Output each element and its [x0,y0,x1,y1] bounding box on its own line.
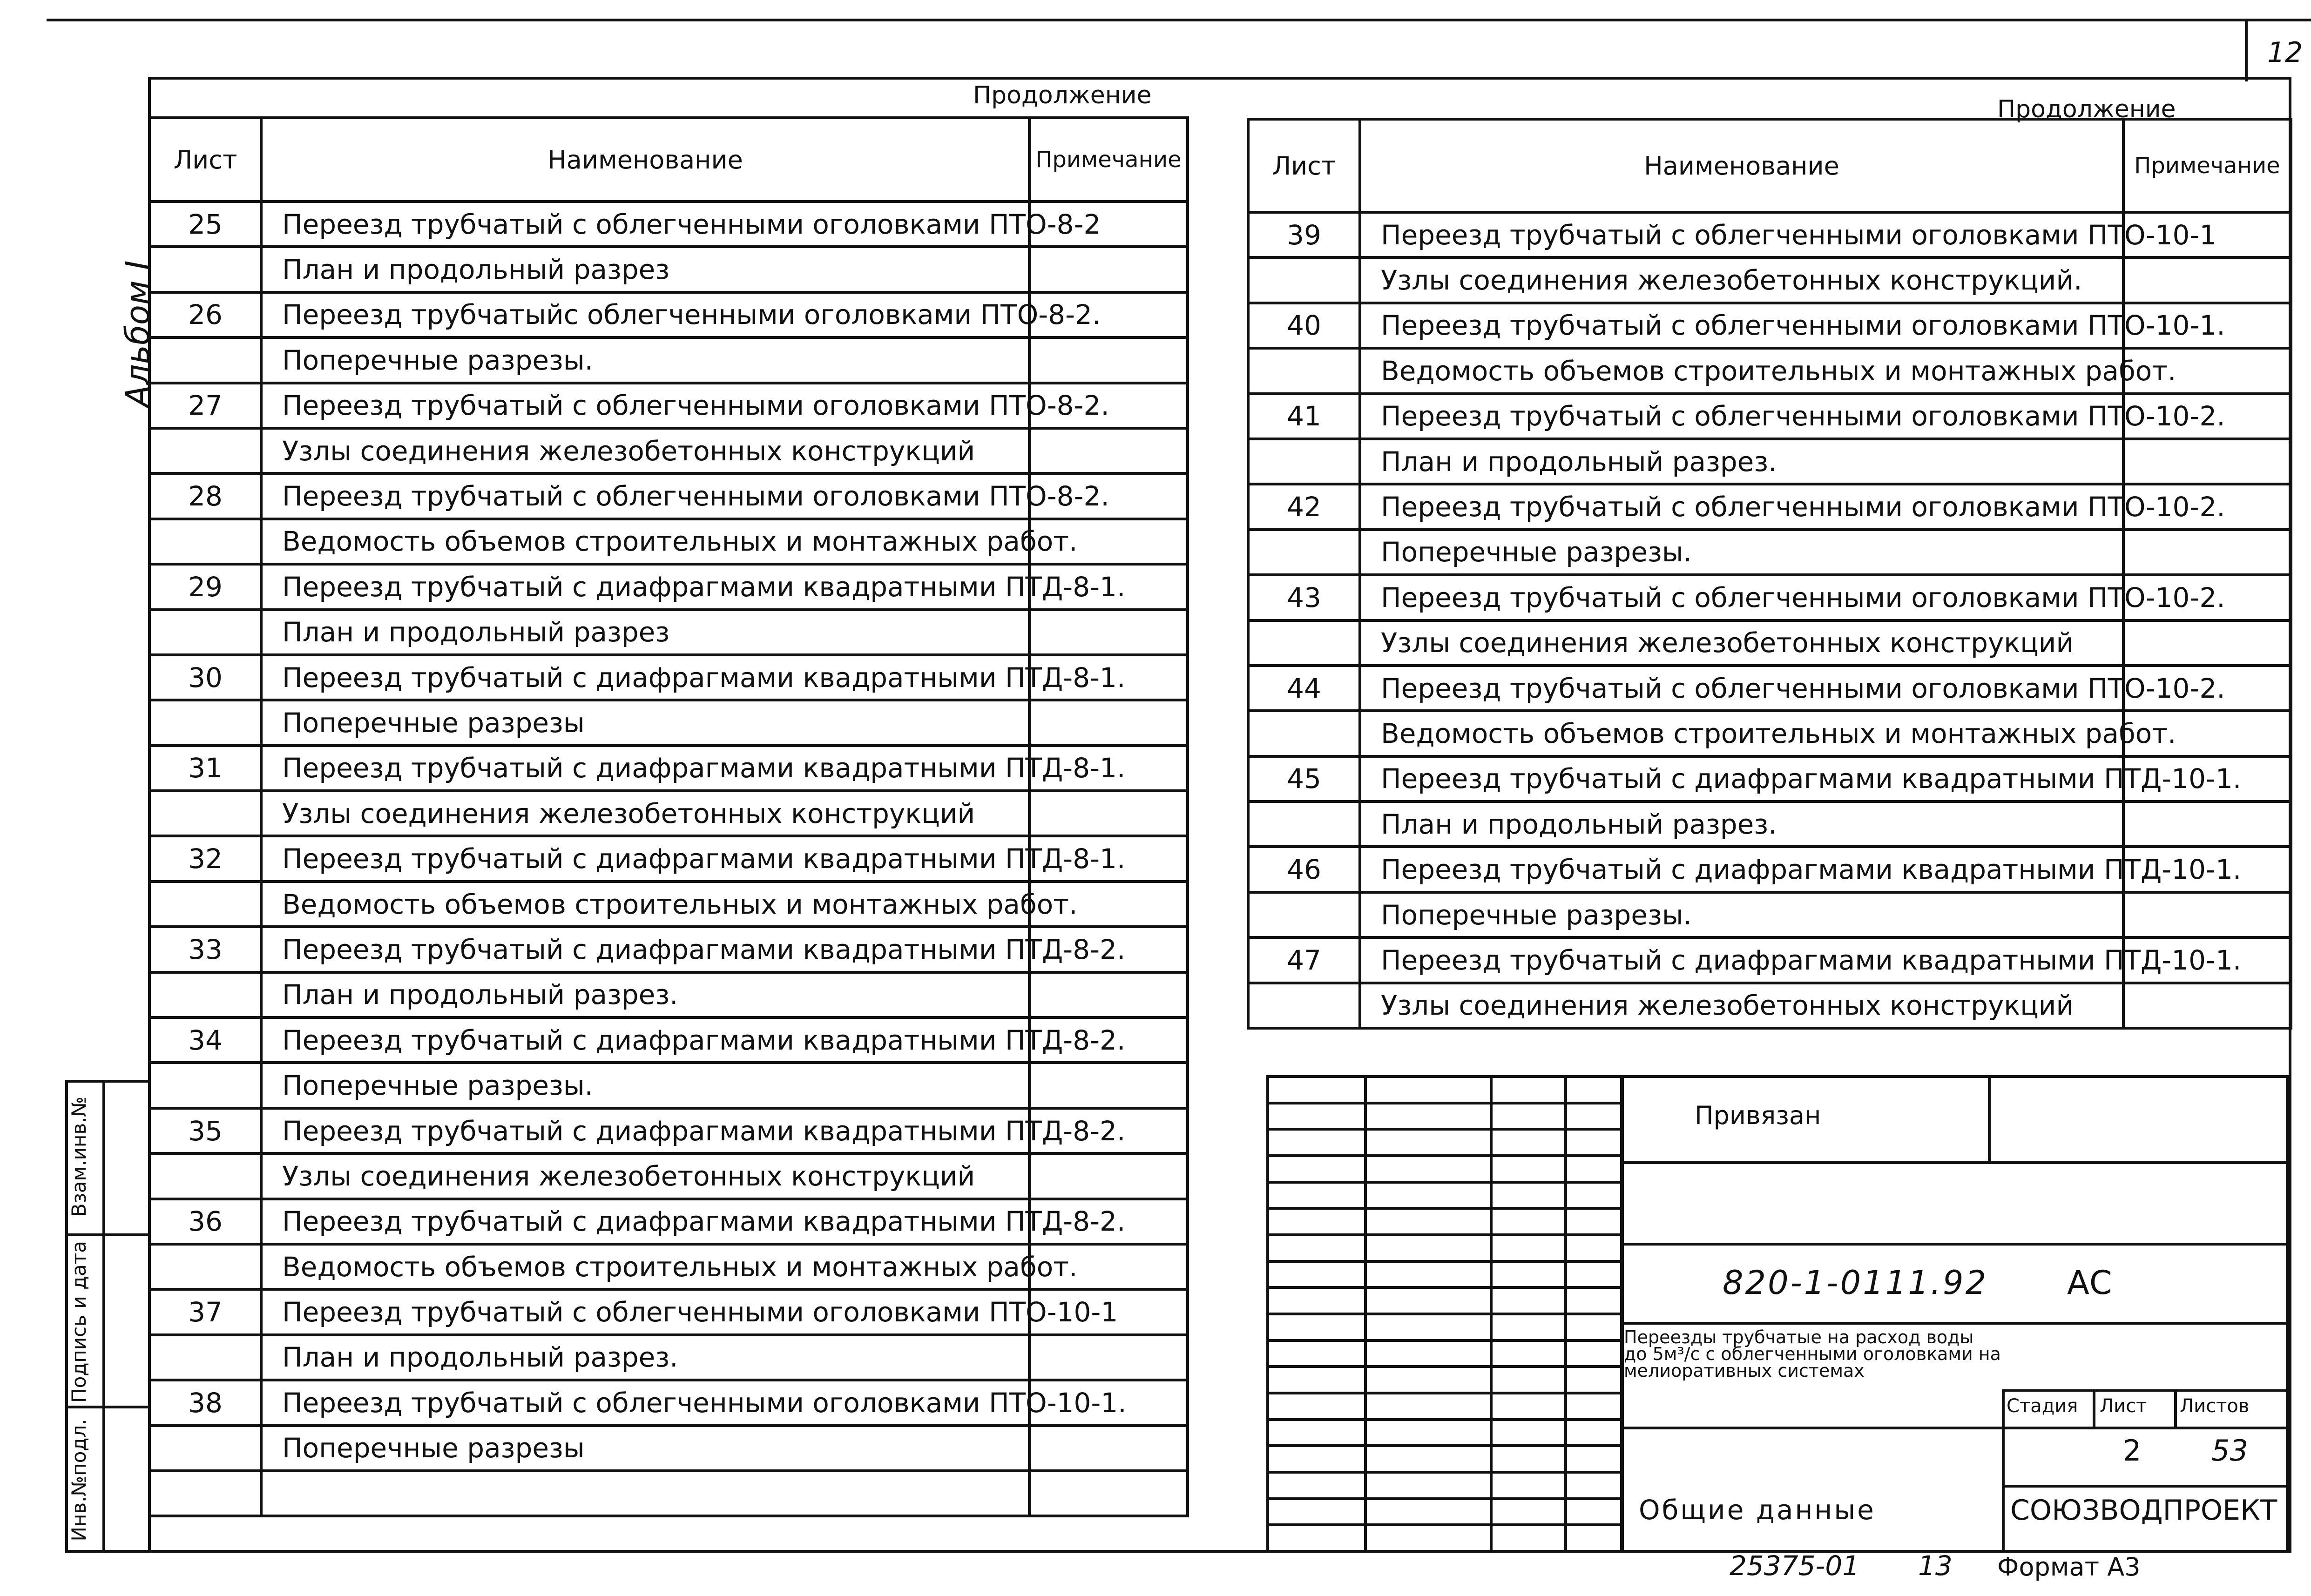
table-row [1248,303,2291,348]
sheet-name-cell: Переезд трубчатый с диафрагмами квадратными ПТД-8-1. [261,655,1029,700]
frame-bottom [65,1550,2291,1553]
footer-inventory-number: 25375-01 [1730,1550,1860,1582]
document-description: Переезды трубчатые на расход воды до 5м³/с с облегченными оголовками на мелиоративных системах [1624,1327,2001,1381]
table-row [1248,666,2291,711]
sheet-number-cell [1248,439,1360,484]
signature-grid-cell [1491,1393,1566,1420]
sheet-number-cell [1248,530,1360,575]
table-row [149,700,1188,745]
document-mark: АС [2067,1264,2112,1302]
signature-grid-cell [1365,1472,1491,1499]
sheet-name-cell: Узлы соединения железобетонных конструкций [261,791,1029,836]
sheet-number-cell: 29 [149,564,261,609]
sheet-number-cell [1248,983,1360,1028]
note-cell [2123,620,2291,666]
sheet-number-cell: 44 [1248,666,1360,711]
sheet-number-cell: 34 [149,1017,261,1063]
sheet-number-cell: 42 [1248,484,1360,529]
frame-top [148,77,2291,80]
signature-grid-cell [1491,1103,1566,1130]
table-row [149,292,1188,337]
sheet-number-cell [149,972,261,1017]
signature-grid-cell [1566,1472,1622,1499]
sheet-number-cell: 38 [149,1380,261,1425]
table-row [149,1017,1188,1063]
signature-grid-cell [1365,1499,1491,1525]
section-title: Общие данные [1639,1494,1876,1526]
signature-grid-cell [1268,1472,1365,1499]
signature-grid-row [1268,1340,1622,1367]
sheet-name-cell: Поперечные разрезы [261,1426,1029,1471]
signature-grid-row [1268,1499,1622,1525]
sheet-number-cell [149,519,261,564]
sheet-name-cell: Переезд трубчатый с облегченными оголовками ПТО-10-2. [1360,484,2123,529]
table-row [149,1063,1188,1108]
signature-grid-cell [1268,1182,1365,1209]
signature-grid-row [1268,1261,1622,1288]
table-row [149,337,1188,383]
table-row [149,564,1188,609]
signature-grid-cell [1491,1472,1566,1499]
signature-grid-cell [1268,1077,1365,1103]
signature-grid-cell [1566,1077,1622,1103]
title-block [1266,1075,2289,1550]
signature-date-label: Подпись и дата [68,1241,90,1403]
signature-grid-cell [1268,1446,1365,1472]
signature-grid-cell [1365,1393,1491,1420]
sheet-number-cell: 33 [149,927,261,972]
sheet-name-cell: Ведомость объемов строительных и монтажных работ. [261,519,1029,564]
signature-grid-row [1268,1393,1622,1420]
signature-grid-row [1268,1129,1622,1156]
sheet-name-cell [261,1471,1029,1516]
note-cell [1029,1153,1188,1199]
sheet-number-cell: 41 [1248,394,1360,439]
signature-grid-row [1268,1525,1622,1551]
table-row [149,927,1188,972]
table-row [1248,257,2291,303]
note-cell [2123,801,2291,847]
signature-grid-cell [1365,1420,1491,1446]
top-border-line [47,19,2311,21]
sheet-name-cell: Узлы соединения железобетонных конструкций [261,1153,1029,1199]
table-row [149,1426,1188,1471]
right-header-name: Наименование [1360,119,2123,212]
signature-grid-cell [1566,1129,1622,1156]
signature-grid-cell [1566,1103,1622,1130]
sheet-name-cell: Переезд трубчатый с облегченными оголовками ПТО-10-2. [1360,394,2123,439]
signature-grid-cell [1268,1129,1365,1156]
signature-grid-row [1268,1156,1622,1182]
sheet-name-cell: Поперечные разрезы. [261,337,1029,383]
table-row [149,1153,1188,1199]
title-block-signature-grid [1266,1075,1624,1553]
linked-label: Привязан [1695,1101,1821,1130]
sheet-number-cell [149,700,261,745]
note-cell [2123,439,2291,484]
signature-grid-cell [1268,1156,1365,1182]
table-row [149,1335,1188,1380]
signature-grid-cell [1365,1525,1491,1551]
table-row [1248,847,2291,892]
sheet-name-cell: Ведомость объемов строительных и монтажных работ. [1360,348,2123,393]
signature-grid-row [1268,1077,1622,1103]
sheet-number-cell [149,1063,261,1108]
signature-grid-cell [1268,1367,1365,1393]
sheet-name-cell: Переезд трубчатый с диафрагмами квадратными ПТД-10-1. [1360,937,2123,983]
signature-grid-cell [1491,1446,1566,1472]
sheet-number-cell: 27 [149,383,261,428]
stage-header: Стадия [2007,1395,2078,1417]
signature-grid-cell [1268,1261,1365,1288]
sheet-name-cell: Переезд трубчатыйс облегченными оголовками ПТО-8-2. [261,292,1029,337]
sheet-name-cell: Поперечные разрезы. [1360,530,2123,575]
sheet-name-cell: Узлы соединения железобетонных конструкций [1360,983,2123,1028]
signature-grid-cell [1566,1340,1622,1367]
signature-grid-cell [1365,1340,1491,1367]
signature-grid-cell [1566,1235,1622,1261]
swap-inv-label: Взам.инв.№ [68,1096,90,1217]
sheet-name-cell: Узлы соединения железобетонных конструкций [261,428,1029,473]
sheet-number-cell [149,1153,261,1199]
signature-grid-row [1268,1182,1622,1209]
sheet-name-cell: Переезд трубчатый с диафрагмами квадратными ПТД-8-2. [261,1199,1029,1244]
table-row [149,746,1188,791]
signature-grid-row [1268,1446,1622,1472]
signature-grid-cell [1491,1367,1566,1393]
sheet-number-cell: 35 [149,1108,261,1153]
table-row [1248,711,2291,756]
signature-grid-row [1268,1235,1622,1261]
sheet-name-cell: Поперечные разрезы. [1360,892,2123,937]
table-row [149,1244,1188,1289]
signature-grid-cell [1566,1261,1622,1288]
table-row [1248,756,2291,801]
note-cell [1029,700,1188,745]
table-row [1248,484,2291,529]
sheet-number-cell [149,247,261,292]
table-row [1248,937,2291,983]
sheet-number-cell [1248,348,1360,393]
signature-grid-cell [1365,1314,1491,1340]
signature-grid-cell [1365,1103,1491,1130]
sheet-number-cell: 45 [1248,756,1360,801]
sheet-name-cell: Переезд трубчатый с облегченными оголовками ПТО-10-1 [261,1289,1029,1334]
sheet-name-cell: Переезд трубчатый с диафрагмами квадратными ПТД-8-2. [261,1017,1029,1063]
sheet-number-cell [149,337,261,383]
table-row [149,610,1188,655]
signature-grid-cell [1268,1208,1365,1235]
sheet-name-cell: Переезд трубчатый с диафрагмами квадратными ПТД-8-2. [261,1108,1029,1153]
signature-grid-cell [1566,1208,1622,1235]
table-row [1248,212,2291,257]
sheet-value: 2 [2123,1434,2142,1468]
sheet-name-cell: Переезд трубчатый с облегченными оголовками ПТО-10-2. [1360,666,2123,711]
signature-grid-cell [1566,1446,1622,1472]
sheet-number-cell [149,428,261,473]
footer-sheet-count: 13 [1918,1550,1953,1582]
table-row [149,1380,1188,1425]
sheet-name-cell: Переезд трубчатый с диафрагмами квадратными ПТД-10-1. [1360,756,2123,801]
sheet-number-cell [149,1471,261,1516]
sheet-number-cell [149,791,261,836]
note-cell [2123,257,2291,303]
signature-grid-cell [1566,1287,1622,1314]
sheet-name-cell: Узлы соединения железобетонных конструкций [1360,620,2123,666]
signature-grid-cell [1491,1182,1566,1209]
signature-grid-cell [1268,1393,1365,1420]
note-cell [1029,247,1188,292]
signature-grid-cell [1491,1525,1566,1551]
sheet-number-cell: 36 [149,1199,261,1244]
sheet-name-cell: Переезд трубчатый с облегченными оголовками ПТО-8-2. [261,473,1029,519]
signature-grid-cell [1365,1367,1491,1393]
sheet-name-cell: План и продольный разрез [261,247,1029,292]
note-cell [1029,1471,1188,1516]
table-row [1248,892,2291,937]
right-header-sheet: Лист [1248,119,1360,212]
signature-grid-row [1268,1208,1622,1235]
table-row [149,519,1188,564]
sheet-name-cell: Переезд трубчатый с диафрагмами квадратными ПТД-8-1. [261,564,1029,609]
sheet-name-cell: Поперечные разрезы [261,700,1029,745]
table-row [149,247,1188,292]
left-index-table [148,116,1189,1517]
sheet-name-cell: Переезд трубчатый с облегченными оголовками ПТО-8-2. [261,383,1029,428]
sheet-name-cell: План и продольный разрез. [261,1335,1029,1380]
signature-grid-cell [1491,1129,1566,1156]
signature-grid-row [1268,1287,1622,1314]
sheet-number-cell: 46 [1248,847,1360,892]
note-cell [1029,1063,1188,1108]
signature-grid-row [1268,1420,1622,1446]
sheet-number-cell: 26 [149,292,261,337]
table-row [149,1199,1188,1244]
right-header-note: Примечание [2123,119,2291,212]
sheet-name-cell: Переезд трубчатый с облегченными оголовками ПТО-10-2. [1360,575,2123,620]
note-cell [1029,610,1188,655]
sheet-number-cell [1248,257,1360,303]
left-header-name: Наименование [261,118,1029,202]
table-row [149,383,1188,428]
table-row [1248,348,2291,393]
sheet-name-cell: Переезд трубчатый с облегченными оголовками ПТО-10-1 [1360,212,2123,257]
left-header-sheet: Лист [149,118,261,202]
table-row [1248,620,2291,666]
table-row [1248,394,2291,439]
note-cell [2123,530,2291,575]
page-number: 12 [2267,36,2303,69]
sheet-name-cell: Переезд трубчатый с диафрагмами квадратными ПТД-8-1. [261,746,1029,791]
sheet-number-cell [149,1426,261,1471]
organization-name: СОЮЗВОДПРОЕКТ [2010,1494,2277,1527]
signature-grid-cell [1566,1182,1622,1209]
sheet-number-cell [1248,801,1360,847]
table-row [1248,439,2291,484]
page-number-divider [2245,19,2248,81]
sheets-header: Листов [2180,1395,2250,1417]
signature-grid-row [1268,1314,1622,1340]
document-code: 820-1-0111.92 [1723,1264,1988,1302]
sheet-name-cell: Ведомость объемов строительных и монтажных работ. [1360,711,2123,756]
table-row [149,1471,1188,1516]
table-row [149,1289,1188,1334]
sheet-number-cell: 31 [149,746,261,791]
note-cell [1029,791,1188,836]
sheet-number-cell: 39 [1248,212,1360,257]
signature-grid-cell [1268,1103,1365,1130]
sheet-name-cell: Переезд трубчатый с диафрагмами квадратными ПТД-8-2. [261,927,1029,972]
sheet-number-cell: 37 [149,1289,261,1334]
sheet-name-cell: Переезд трубчатый с облегченными оголовками ПТО-10-1. [1360,303,2123,348]
signature-grid-cell [1365,1446,1491,1472]
table-row [149,882,1188,927]
note-cell [1029,972,1188,1017]
sheet-number-cell [149,1244,261,1289]
signature-grid-cell [1268,1314,1365,1340]
signature-grid-cell [1566,1420,1622,1446]
signature-grid-cell [1365,1261,1491,1288]
note-cell [2123,983,2291,1028]
signature-grid-cell [1566,1525,1622,1551]
inv-original-label: Инв.№подл. [68,1419,90,1542]
table-row [149,473,1188,519]
sheet-number-cell: 30 [149,655,261,700]
right-index-table [1247,118,2292,1030]
table-row [1248,530,2291,575]
signature-grid-row [1268,1472,1622,1499]
signature-grid-cell [1566,1367,1622,1393]
signature-grid-cell [1365,1182,1491,1209]
signature-grid-cell [1491,1261,1566,1288]
sheet-name-cell: План и продольный разрез. [1360,439,2123,484]
signature-grid-cell [1268,1235,1365,1261]
signature-grid-cell [1365,1156,1491,1182]
signature-grid-cell [1491,1420,1566,1446]
album-label: Альбом I [119,260,157,407]
note-cell [1029,1335,1188,1380]
table-row [149,655,1188,700]
sheets-value: 53 [2211,1434,2248,1468]
signature-grid-cell [1491,1208,1566,1235]
signature-grid-cell [1491,1314,1566,1340]
sheet-number-cell: 47 [1248,937,1360,983]
signature-grid-cell [1491,1499,1566,1525]
signature-grid-cell [1491,1340,1566,1367]
signature-grid-cell [1365,1235,1491,1261]
signature-grid-cell [1365,1287,1491,1314]
footer-format: Формат А3 [1997,1552,2141,1582]
sheet-name-cell: Переезд трубчатый с диафрагмами квадратными ПТД-10-1. [1360,847,2123,892]
sheet-number-cell [149,882,261,927]
sheet-number-cell [149,1335,261,1380]
table-row [149,1108,1188,1153]
right-continuation-label: Продолжение [1997,95,2176,123]
signature-grid-cell [1268,1420,1365,1446]
sheet-header: Лист [2100,1395,2147,1417]
signature-grid-cell [1491,1077,1566,1103]
signature-grid-cell [1268,1499,1365,1525]
sheet-name-cell: План и продольный разрез. [1360,801,2123,847]
sheet-name-cell: План и продольный разрез [261,610,1029,655]
sheet-number-cell [1248,711,1360,756]
sheet-name-cell: План и продольный разрез. [261,972,1029,1017]
sheet-name-cell: Переезд трубчатый с диафрагмами квадратными ПТД-8-1. [261,836,1029,881]
signature-grid-cell [1491,1235,1566,1261]
sheet-name-cell: Ведомость объемов строительных и монтажных работ. [261,1244,1029,1289]
note-cell [2123,892,2291,937]
sheet-number-cell: 40 [1248,303,1360,348]
sheet-name-cell: Переезд трубчатый с облегченными оголовками ПТО-8-2 [261,202,1029,247]
sheet-number-cell: 28 [149,473,261,519]
sheet-number-cell [1248,620,1360,666]
table-row [1248,801,2291,847]
sheet-name-cell: Узлы соединения железобетонных конструкций. [1360,257,2123,303]
signature-grid-cell [1566,1314,1622,1340]
side-stamp [65,1080,148,1552]
signature-grid-cell [1268,1287,1365,1314]
signature-grid-row [1268,1103,1622,1130]
signature-grid-row [1268,1367,1622,1393]
signature-grid-cell [1566,1393,1622,1420]
left-header-note: Примечание [1029,118,1188,202]
left-continuation-label: Продолжение [973,81,1152,109]
sheet-number-cell: 32 [149,836,261,881]
table-row [149,428,1188,473]
signature-grid-cell [1268,1525,1365,1551]
signature-grid-cell [1491,1156,1566,1182]
table-row [149,202,1188,247]
sheet-number-cell: 25 [149,202,261,247]
signature-grid-cell [1566,1499,1622,1525]
signature-grid-cell [1566,1156,1622,1182]
signature-grid-cell [1491,1287,1566,1314]
sheet-number-cell [1248,892,1360,937]
table-row [1248,575,2291,620]
table-row [149,791,1188,836]
signature-grid-cell [1268,1340,1365,1367]
table-row [149,836,1188,881]
note-cell [1029,1426,1188,1471]
signature-grid-cell [1365,1129,1491,1156]
signature-grid-cell [1365,1208,1491,1235]
note-cell [1029,428,1188,473]
sheet-name-cell: Ведомость объемов строительных и монтажных работ. [261,882,1029,927]
table-row [149,972,1188,1017]
note-cell [1029,337,1188,383]
sheet-name-cell: Переезд трубчатый с облегченными оголовками ПТО-10-1. [261,1380,1029,1425]
signature-grid-cell [1365,1077,1491,1103]
sheet-number-cell [149,610,261,655]
table-row [1248,983,2291,1028]
sheet-number-cell: 43 [1248,575,1360,620]
sheet-name-cell: Поперечные разрезы. [261,1063,1029,1108]
